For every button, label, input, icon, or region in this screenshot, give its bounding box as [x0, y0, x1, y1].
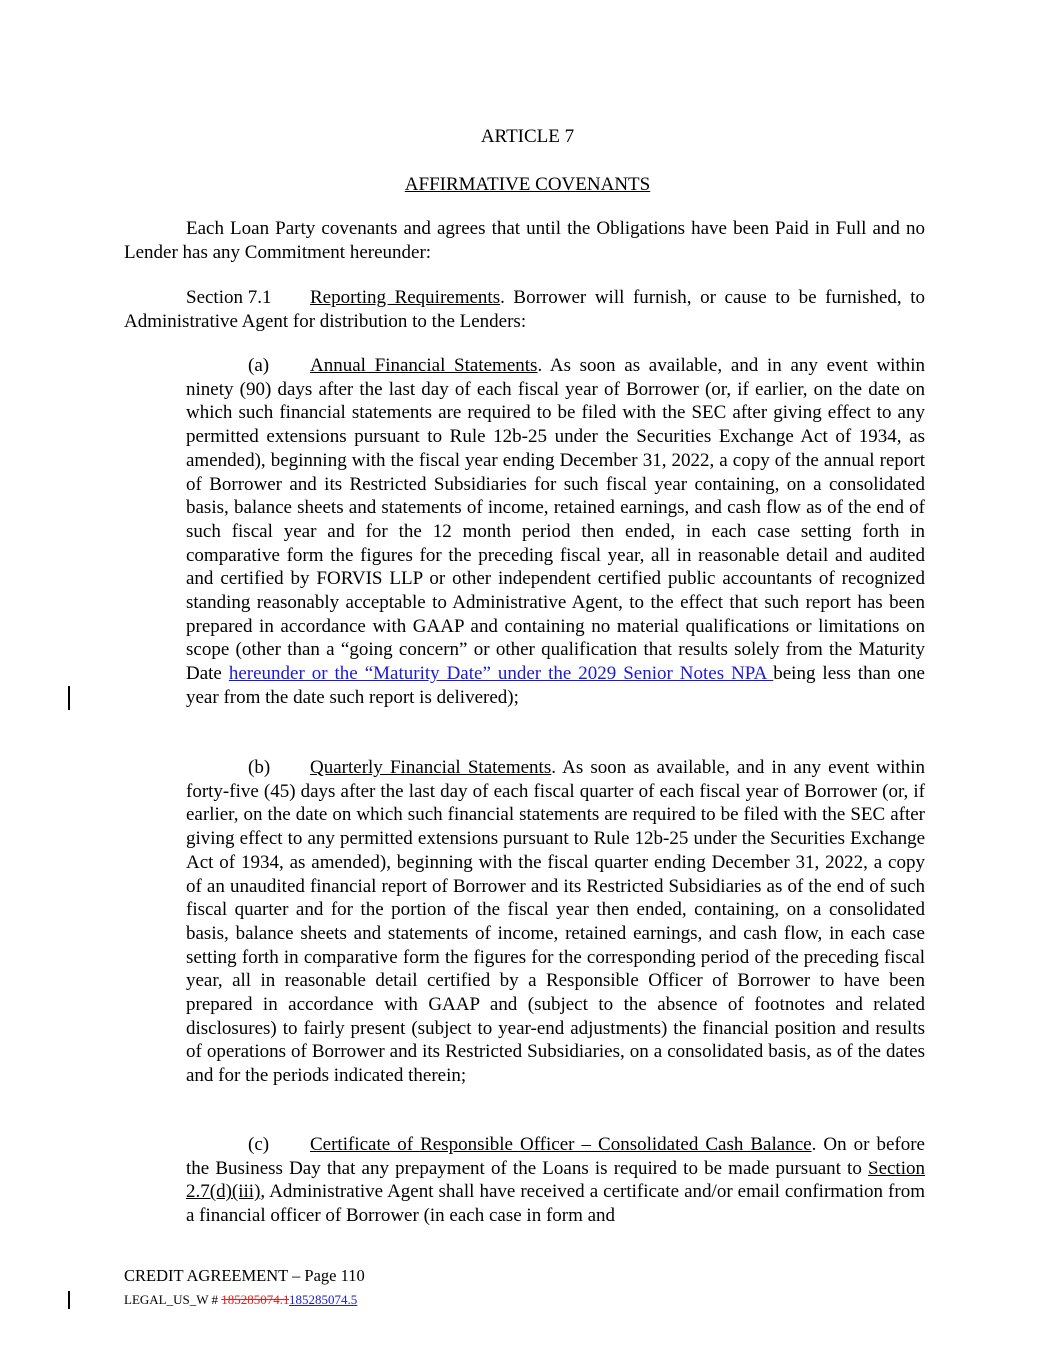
- footer-document-id: [124, 1291, 357, 1309]
- clause-label: (b): [248, 757, 271, 778]
- clause-a-paragraph: [186, 354, 925, 710]
- clause-label: (c): [248, 1134, 270, 1155]
- clause-heading: Annual Financial Statements: [310, 355, 538, 376]
- intro-paragraph: [124, 217, 925, 264]
- clause-text-after: , Administrative Agent shall have received a certificate and/or email confirmation from a financial officer of Borrower (in each case in form and: [186, 1181, 925, 1227]
- inserted-doc-number: 185285074.5: [289, 1292, 358, 1307]
- clause-c-paragraph: [186, 1133, 925, 1228]
- clause-text-after: being less than one year from the date such report is delivered);: [186, 663, 925, 708]
- footer-title: CREDIT AGREEMENT – Page 110: [124, 1266, 365, 1285]
- section-number: Section 7.1: [186, 287, 272, 308]
- change-bar: [68, 1291, 70, 1309]
- article-title: [0, 173, 1055, 197]
- section-text: . Borrower will furnish, or cause to be furnished, to Administrative Agent for distribution to the Lenders:: [124, 287, 925, 332]
- deleted-doc-number: 185285074.1: [221, 1292, 290, 1307]
- section-7-1-paragraph: [124, 286, 925, 333]
- change-bar: [68, 686, 70, 710]
- clause-heading: Certificate of Responsible Officer – Consolidated Cash Balance: [310, 1134, 812, 1155]
- inserted-revision-text: hereunder or the “Maturity Date” under the 2029 Senior Notes NPA: [228, 663, 774, 685]
- intro-text: Each Loan Party covenants and agrees that until the Obligations have been Paid in Full and no Lender has any Commitment hereunder:: [124, 218, 925, 263]
- clause-text-before: . On or before the Business Day that any prepayment of the Loans is required to be made pursuant to: [186, 1134, 925, 1179]
- doc-id-prefix: LEGAL_US_W #: [124, 1292, 222, 1307]
- clause-b-paragraph: [186, 756, 925, 1088]
- article-number: ARTICLE 7: [480, 126, 575, 147]
- clause-text-before: . As soon as available, and in any event within ninety (90) days after the last day of each fiscal year of Borrower (or, if earlier, on the date on which such financial statements are required to be filed with the SEC after giving effect to any permitted extensions pursuant to Rule 12b-25 under the Securities Exchange Act of 1934, as amended), beginning with the fiscal year ending December 31, 2022, a copy of the annual report of Borrower and its Restricted Subsidiaries for such fiscal year containing, on a consolidated basis, balance sheets and statements of income, retained earnings, and cash flow as of the end of such fiscal year and for the 12 month period then ended, in each case setting forth in comparative form the figures for the preceding fiscal year, all in reasonable detail and audited and certified by FORVIS LLP or other independent certified public accountants of recognized standing reasonably acceptable to Administrative Agent, to the effect that such report has been prepared in accordance with GAAP and containing no material qualifications or limitations on scope (other than a “going concern” or other qualification that results solely from the Maturity Date: [186, 355, 925, 685]
- article-title-text: AFFIRMATIVE COVENANTS: [404, 174, 651, 195]
- clause-label: (a): [248, 355, 270, 376]
- clause-heading: Quarterly Financial Statements: [310, 757, 552, 778]
- clause-text: . As soon as available, and in any event within forty-five (45) days after the last day of each fiscal quarter of each fiscal year of Borrower (or, if earlier, on the date on which such financial statements are required to be filed with the SEC after giving effect to any permitted extensions pursuant to Rule 12b-25 under the Securities Exchange Act of 1934, as amended), beginning with the fiscal quarter ending December 31, 2022, a copy of an unaudited financial report of Borrower and its Restricted Subsidiaries as of the end of such fiscal quarter and for the portion of the fiscal year then ended, containing, on a consolidated basis, balance sheets and statements of income, retained earnings, and cash flow, in each case setting forth in comparative form the figures for the corresponding period of the preceding fiscal year, all in reasonable detail certified by a Responsible Officer of Borrower to have been prepared in accordance with GAAP and (subject to the absence of footnotes and related disclosures) to fairly present (subject to year-end adjustments) the financial position and results of operations of Borrower and its Restricted Subsidiaries, on a consolidated basis, as of the dates and for the periods indicated therein;: [186, 757, 925, 1087]
- section-heading: Reporting Requirements: [310, 287, 501, 308]
- section-reference: Section 2.7(d)(iii): [186, 1157, 925, 1203]
